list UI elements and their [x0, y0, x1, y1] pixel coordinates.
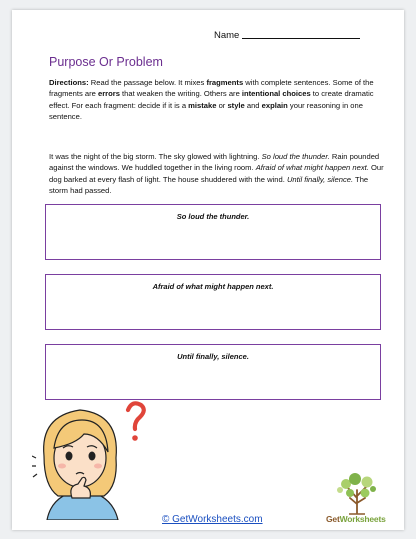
passage-fragment: So loud the thunder.: [261, 152, 330, 161]
directions-text: your reasoning in one sentence.: [49, 100, 363, 121]
directions-bold: intentional choices: [241, 89, 311, 99]
directions-text: with complete sentences. Some of the fragments are: [49, 78, 374, 99]
passage-fragment: Until finally, silence.: [286, 174, 354, 184]
logo-text-worksheets: Worksheets: [339, 514, 386, 524]
logo-text: [326, 514, 386, 524]
passage-text: Rain pounded against the windows. We huddled together in the living room.: [49, 152, 380, 173]
answer-box-label: Afraid of what might happen next.: [152, 282, 274, 291]
name-label: Name: [214, 30, 240, 41]
directions-bold: explain: [261, 100, 288, 110]
answer-box[interactable]: [45, 344, 381, 400]
name-line[interactable]: [242, 38, 360, 39]
passage-text: Our dog barked at every flash of light. The house shuddered with the wind.: [49, 163, 384, 184]
logo-text-get: Get: [326, 514, 340, 524]
directions-text: or: [216, 100, 228, 110]
passage-paragraph: [49, 151, 385, 196]
name-row: [214, 30, 360, 41]
worksheet-title: Purpose Or Problem: [49, 55, 163, 69]
footer-link[interactable]: © GetWorksheets.com: [162, 514, 263, 525]
question-mark-icon: [128, 403, 144, 440]
directions-bold: style: [227, 100, 245, 110]
answer-box-label: Until finally, silence.: [177, 352, 249, 361]
directions-bold: errors: [97, 89, 120, 99]
thinking-girl-illustration: [32, 398, 152, 520]
worksheet-page: [12, 10, 404, 530]
directions-text: to create dramatic effect. For each fragment: decide if it is a: [49, 89, 374, 110]
passage-fragment: Afraid of what might happen next.: [255, 163, 369, 173]
passage-text: The storm had passed.: [49, 174, 369, 195]
directions-text: and: [244, 100, 262, 110]
directions-bold: fragments: [206, 78, 244, 87]
directions-text: Read the passage below. It mixes: [88, 78, 207, 87]
passage-text: It was the night of the big storm. The sky glowed with lightning.: [49, 152, 262, 161]
directions-label: Directions:: [49, 78, 89, 87]
answer-box-label: So loud the thunder.: [176, 212, 250, 221]
answer-box[interactable]: [45, 204, 381, 260]
directions-bold: mistake: [188, 100, 217, 110]
directions-paragraph: [49, 77, 385, 122]
directions-text: that weaken the writing. Others are: [119, 89, 242, 99]
answer-box[interactable]: [45, 274, 381, 330]
